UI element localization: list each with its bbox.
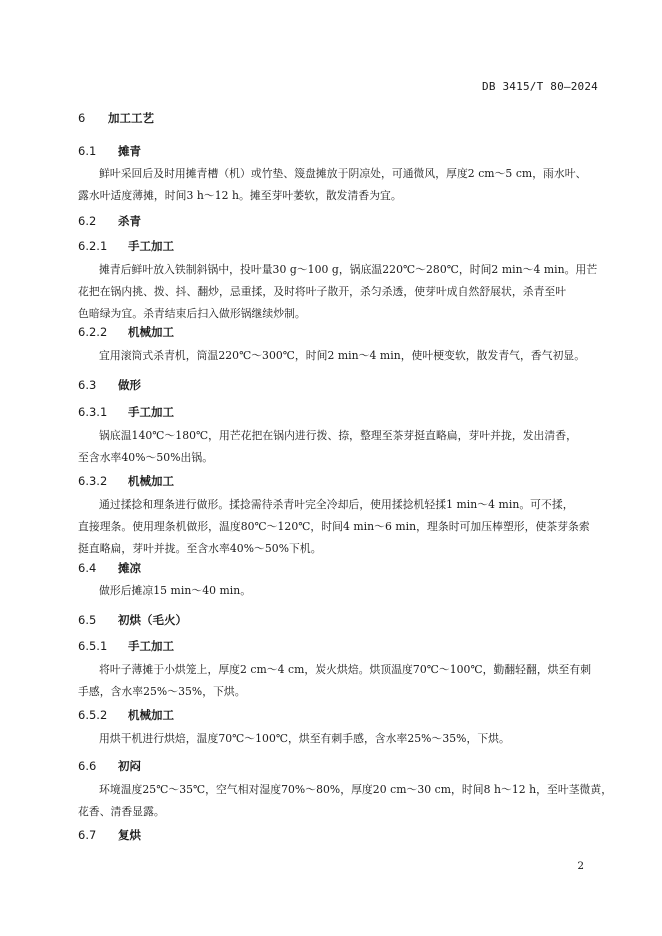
section-heading [78,560,598,576]
section-heading [78,143,598,159]
section-number: 6.6 [78,759,97,773]
section-number: 6.3 [78,378,97,392]
section-title: 摊凉 [118,561,141,575]
section-number: 6.5.2 [78,708,108,722]
section-number: 6.2.1 [78,239,108,253]
section-title: 机械加工 [128,325,174,339]
section-number: 6.3.1 [78,405,108,419]
paragraph-line: 露水叶适度薄摊，时间3 h～12 h。摊至芽叶萎软，散发清香为宜。 [78,189,402,202]
section-heading [78,473,598,489]
paragraph [78,494,598,560]
paragraph-line: 鲜叶采回后及时用摊青槽（机）或竹垫、篾盘摊放于阴凉处，可通微风，厚度2 cm～5 cm，雨水叶、 [99,167,587,180]
section-heading [78,213,598,229]
section-number: 6.4 [78,561,97,575]
paragraph-line: 直接理条。使用理条机做形，温度80℃～120℃，时间4 min～6 min，理条时可加压棒塑形，使茶芽条索 [78,520,590,533]
paragraph-line: 摊青后鲜叶放入铁制斜锅中，投叶量30 g～100 g，锅底温220℃～280℃，时间2 min～4 min。用芒 [99,263,598,276]
paragraph-line: 至含水率40%～50%出锅。 [78,451,214,464]
section-title: 手工加工 [128,639,174,653]
section-number: 6.3.2 [78,474,108,488]
paragraph [78,659,598,703]
section-title: 机械加工 [128,474,174,488]
section-number: 6.5.1 [78,639,108,653]
paragraph-line: 通过揉捻和理条进行做形。揉捻需待杀青叶完全冷却后，使用揉捻机轻揉1 min～4 min。可不揉， [99,498,574,511]
section-number: 6 [78,111,86,125]
section-title: 摊青 [118,144,141,158]
section-heading [78,638,598,654]
paragraph-line: 挺直略扁，芽叶并拢。至含水率40%～50%下机。 [78,542,322,555]
paragraph-line: 用烘干机进行烘焙，温度70℃～100℃，烘至有刺手感，含水率25%～35%，下烘。 [99,732,510,745]
paragraph-line: 锅底温140℃～180℃，用芒花把在锅内进行拨、捺，整理至茶芽挺直略扁，芽叶并拢，发出清香， [99,429,577,442]
document-code: DB 3415/T 80—2024 [482,80,598,93]
paragraph-line: 做形后摊凉15 min～40 min。 [99,584,252,597]
paragraph-line: 花香、清香显露。 [78,805,165,818]
paragraph [78,728,598,750]
section-title: 手工加工 [128,405,174,419]
page-number: 2 [577,860,584,872]
section-title: 机械加工 [128,708,174,722]
section-title: 初闷 [118,759,141,773]
paragraph-line: 环境温度25℃～35℃，空气相对湿度70%～80%，厚度20 cm～30 cm，时间8 h～12 h，至叶茎微黄， [99,783,613,796]
section-title: 复烘 [118,828,141,842]
paragraph [78,163,598,207]
paragraph [78,259,598,325]
section-heading [78,758,598,774]
section-title: 初烘（毛火） [118,613,187,627]
section-title: 加工工艺 [108,111,154,125]
section-title: 手工加工 [128,239,174,253]
paragraph [78,425,598,469]
section-number: 6.7 [78,828,97,842]
section-heading [78,110,598,126]
section-number: 6.5 [78,613,97,627]
paragraph-line: 色暗绿为宜。杀青结束后扫入做形锅继续炒制。 [78,307,306,320]
paragraph-line: 手感，含水率25%～35%，下烘。 [78,685,246,698]
section-heading [78,827,598,843]
section-heading [78,238,598,254]
section-title: 做形 [118,378,141,392]
section-title: 杀青 [118,214,141,228]
section-heading [78,377,598,393]
paragraph [78,580,598,602]
paragraph-line: 将叶子薄摊于小烘笼上，厚度2 cm～4 cm，炭火烘焙。烘顶温度70℃～100℃，勤翻轻翻，烘至有刺 [99,663,592,676]
section-heading [78,324,598,340]
section-number: 6.2 [78,214,97,228]
section-heading [78,707,598,723]
section-number: 6.2.2 [78,325,108,339]
section-heading [78,612,598,628]
paragraph-line: 宜用滚筒式杀青机，筒温220℃～300℃，时间2 min～4 min，使叶梗变软，散发青气，香气初显。 [99,349,586,362]
paragraph [78,345,598,367]
section-number: 6.1 [78,144,97,158]
paragraph [78,779,613,823]
paragraph-line: 花把在锅内挑、拨、抖、翻炒，忌重揉，及时将叶子散开，杀匀杀透，使芽叶成自然舒展状，杀青至叶 [78,285,567,298]
section-heading [78,404,598,420]
